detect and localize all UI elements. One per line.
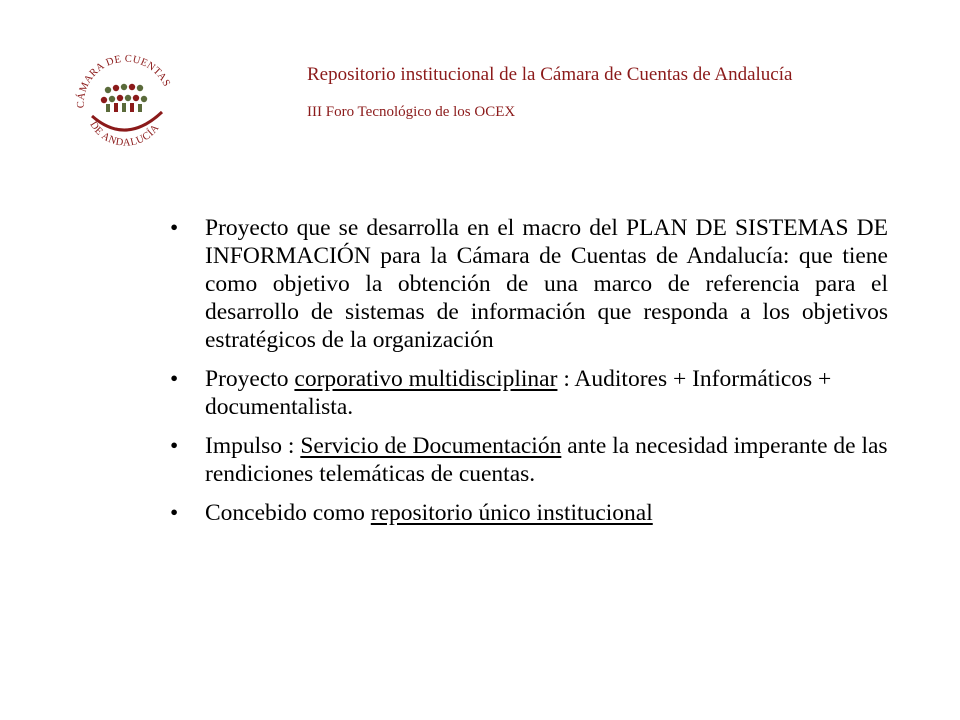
header-title: Repositorio institucional de la Cámara de Cuentas de Andalucía xyxy=(307,64,793,85)
bullet-item xyxy=(170,365,888,421)
bullet-marker: • xyxy=(170,366,179,392)
bullet-text: Proyecto que se desarrolla en el macro del PLAN DE SISTEMAS DE INFORMACIÓN para la Cámara de Cuentas de Andalucía: que tiene como objetivo la obtención de una marco de referencia para el desarrollo de sistemas de información que responda a los objetivos estratégicos de la organización xyxy=(205,215,888,353)
logo-text-top: CÁMARA DE CUENTAS xyxy=(75,53,172,109)
bullet-text-post: : Auditores + Informáticos + documentalista. xyxy=(205,366,832,420)
bullet-text-pre: Impulso : xyxy=(205,433,301,459)
logo-figures xyxy=(101,84,147,112)
bullet-text-underlined: Servicio de Documentación xyxy=(300,433,562,459)
bullet-text-underlined: corporativo multidisciplinar xyxy=(294,366,558,392)
bullet-item xyxy=(170,214,888,354)
bullet-text-post: ante la necesidad imperante de las rendiciones telemáticas de cuentas. xyxy=(205,433,888,487)
bullet-text-pre: Proyecto xyxy=(205,366,295,392)
bullet-text-underlined: repositorio único institucional xyxy=(370,500,653,526)
bullet-marker: • xyxy=(170,433,179,459)
bullet-marker: • xyxy=(170,215,179,241)
bullet-marker: • xyxy=(170,500,179,526)
camara-de-cuentas-logo xyxy=(70,46,180,156)
bullet-item xyxy=(170,432,888,488)
svg-text:CÁMARA DE CUENTAS xyxy=(75,54,172,108)
svg-text:DE ANDALUCÍA xyxy=(87,120,161,149)
bullet-list xyxy=(170,214,888,538)
logo-text-bottom: DE ANDALUCÍA xyxy=(87,119,162,149)
bullet-text-pre: Concebido como xyxy=(205,500,371,526)
bullet-item xyxy=(170,499,888,527)
header-subtitle: III Foro Tecnológico de los OCEX xyxy=(307,104,516,120)
